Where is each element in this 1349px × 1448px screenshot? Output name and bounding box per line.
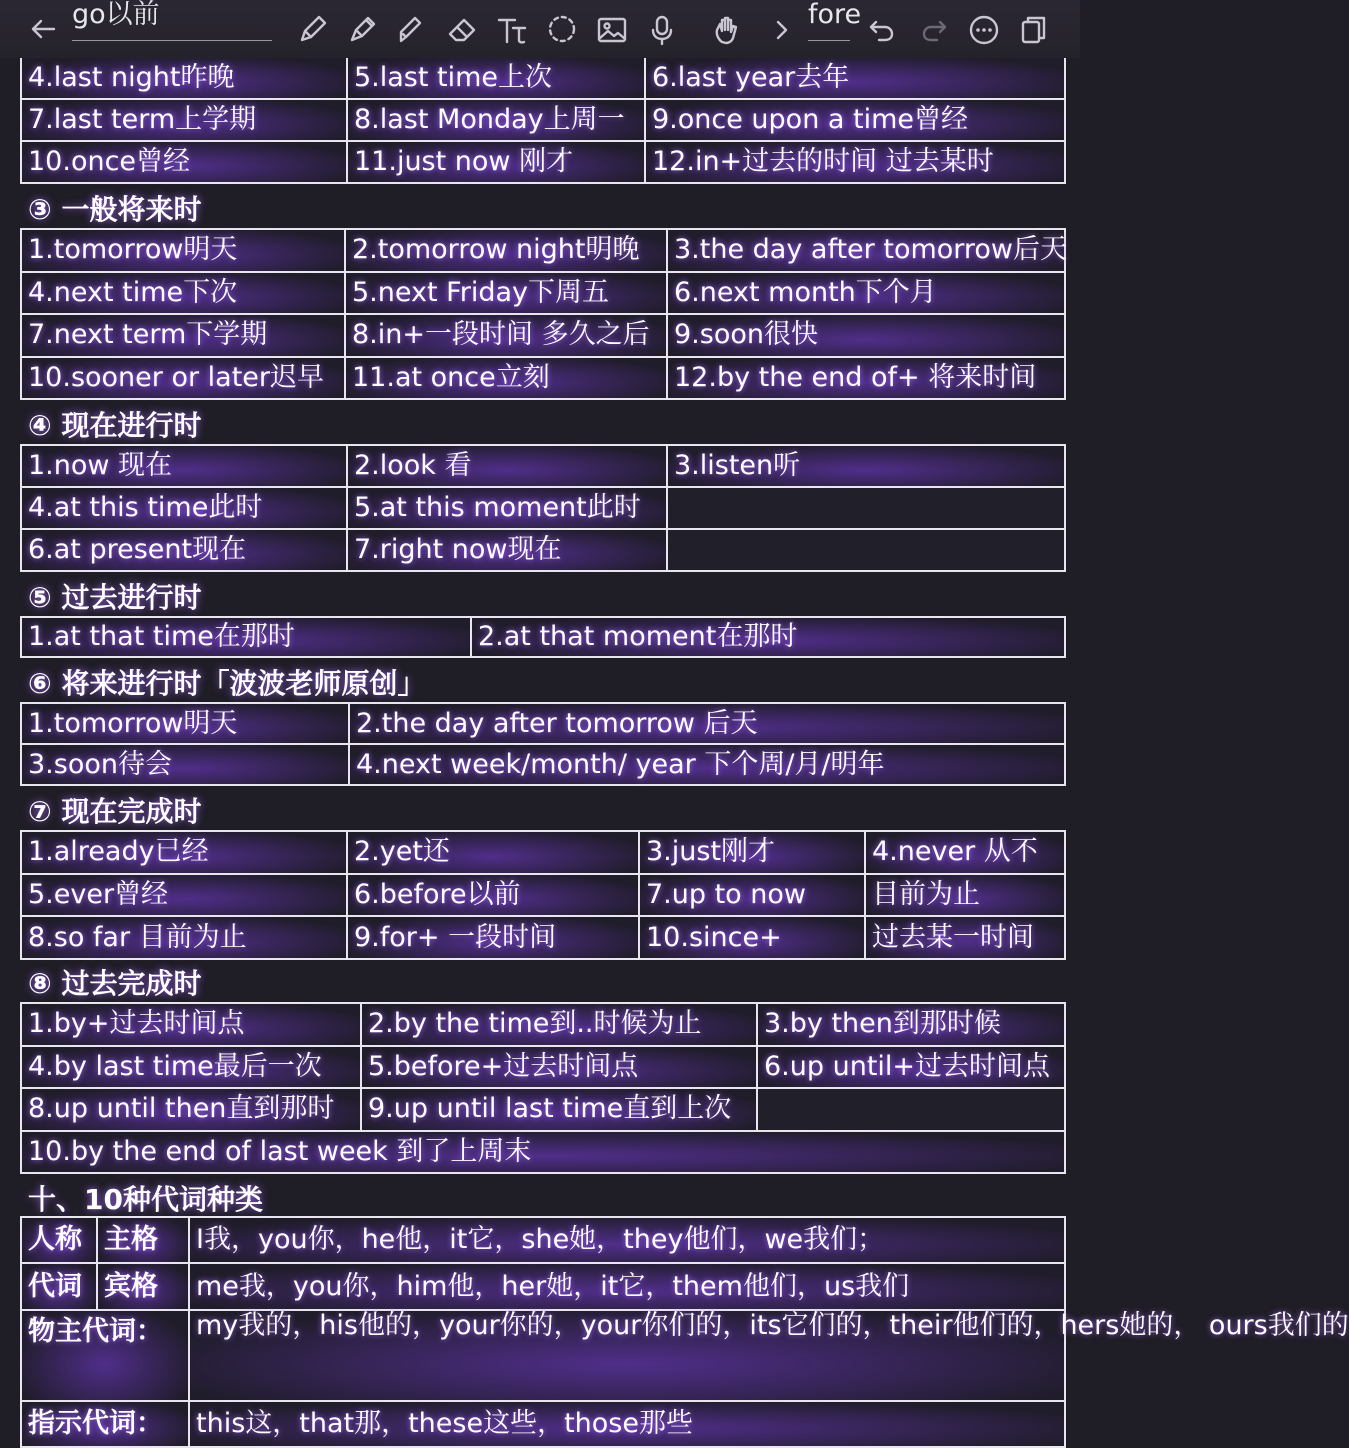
pen-icon[interactable]	[346, 14, 378, 46]
table-row	[21, 1401, 1065, 1447]
table-row	[21, 617, 1065, 657]
table-cell: 5.at this moment此时	[347, 487, 667, 529]
table-cell: 9.soon很快	[667, 314, 1065, 357]
table-cell-label: 人称	[21, 1217, 97, 1263]
table-cell: 8.up until then直到那时	[21, 1088, 361, 1131]
back-arrow-icon[interactable]	[26, 12, 60, 46]
table-row	[21, 1003, 1065, 1046]
table-cell: 4.last night昨晚	[21, 57, 347, 99]
pronouns-table	[20, 1216, 1349, 1448]
eraser-icon[interactable]	[446, 14, 478, 46]
table-cell: 8.in+一段时间 多久之后	[345, 314, 667, 357]
table-cell: 2.yet还	[347, 831, 639, 874]
table-row	[21, 141, 1065, 183]
table-cell: 11.just now 刚才	[347, 141, 645, 183]
table-row	[21, 1217, 1065, 1263]
table-row	[21, 703, 1065, 744]
future-continuous-table	[20, 702, 1066, 786]
table-cell: 10.once曾经	[21, 141, 347, 183]
highlighter-icon[interactable]	[396, 14, 428, 46]
table-row	[21, 744, 1065, 785]
table-cell: 4.by last time最后一次	[21, 1046, 361, 1089]
table-cell-empty	[667, 487, 1065, 529]
table-cell: 1.already已经	[21, 831, 347, 874]
table-cell: 4.never 从不	[865, 831, 1065, 874]
table-cell: this这，that那，these这些，those那些	[189, 1401, 1065, 1447]
table-row	[21, 445, 1065, 487]
table-cell: 7.up to now	[639, 874, 865, 917]
table-row	[21, 1131, 1065, 1174]
table-row	[21, 1046, 1065, 1089]
future-simple-table	[20, 228, 1066, 400]
table-cell: 过去某一时间	[865, 916, 1065, 959]
table-row	[21, 57, 1065, 99]
table-cell: 6.before以前	[347, 874, 639, 917]
table-row	[21, 1310, 1065, 1401]
table-cell: 9.up until last time直到上次	[361, 1088, 757, 1131]
table-cell: 4.at this time此时	[21, 487, 347, 529]
table-cell: 5.last time上次	[347, 57, 645, 99]
table-cell: I我，you你，he他，it它，she她，they他们，we我们；	[189, 1217, 1065, 1263]
lasso-icon[interactable]	[546, 14, 578, 46]
table-row	[21, 272, 1065, 315]
table-cell: 3.just刚才	[639, 831, 865, 874]
table-row	[21, 874, 1065, 917]
section-heading-present-perfect: ⑦ 现在完成时	[28, 795, 202, 828]
table-cell: 6.at present现在	[21, 529, 347, 571]
table-cell: 2.look 看	[347, 445, 667, 487]
past-continuous-table	[20, 616, 1066, 658]
table-row	[21, 314, 1065, 357]
table-row	[21, 916, 1065, 959]
table-cell: 6.up until+过去时间点	[757, 1046, 1065, 1089]
table-cell: 1.by+过去时间点	[21, 1003, 361, 1046]
table-cell: 7.last term上学期	[21, 99, 347, 141]
undo-icon[interactable]	[866, 14, 898, 46]
table-cell: 8.so far 目前为止	[21, 916, 347, 959]
table-cell: 4.next week/month/ year 下个周/月/明年	[349, 744, 1065, 785]
past-simple-table	[20, 56, 1066, 184]
note-title-field[interactable]: go以前	[72, 0, 272, 41]
table-row	[21, 487, 1065, 529]
table-row	[21, 831, 1065, 874]
section-heading-future-continuous: ⑥ 将来进行时「波波老师原创」	[28, 667, 426, 700]
toolbar	[0, 0, 1080, 58]
table-cell: 9.for+ 一段时间	[347, 916, 639, 959]
text-tool-icon[interactable]	[496, 14, 528, 46]
table-cell: 7.next term下学期	[21, 314, 345, 357]
table-cell: 7.right now现在	[347, 529, 667, 571]
more-icon[interactable]	[968, 14, 1000, 46]
table-cell: 6.next month下个月	[667, 272, 1065, 315]
table-cell: 6.last year去年	[645, 57, 1065, 99]
section-heading-future-simple: ③ 一般将来时	[28, 193, 202, 226]
table-cell-label: 主格	[97, 1217, 189, 1263]
table-cell-label: 宾格	[97, 1263, 189, 1309]
table-cell: 1.at that time在那时	[21, 617, 471, 657]
redo-icon[interactable]	[918, 14, 950, 46]
table-cell: 12.in+过去的时间 过去某时	[645, 141, 1065, 183]
table-row	[21, 229, 1065, 272]
table-cell: 10.since+	[639, 916, 865, 959]
section-heading-pronouns: 十、10种代词种类	[28, 1183, 263, 1216]
present-continuous-table	[20, 444, 1066, 572]
table-cell: 5.next Friday下周五	[345, 272, 667, 315]
hand-gesture-icon[interactable]	[712, 14, 744, 46]
table-cell: 10.by the end of last week 到了上周末	[21, 1131, 1065, 1174]
table-cell-label: 指示代词：	[21, 1401, 189, 1447]
table-cell: 5.ever曾经	[21, 874, 347, 917]
table-row	[21, 529, 1065, 571]
pencil-icon[interactable]	[296, 14, 328, 46]
table-cell: 11.at once立刻	[345, 357, 667, 400]
table-cell: 9.once upon a time曾经	[645, 99, 1065, 141]
section-heading-present-continuous: ④ 现在进行时	[28, 409, 202, 442]
past-perfect-table	[20, 1002, 1066, 1174]
table-cell-empty	[757, 1088, 1065, 1131]
table-cell: 2.by the time到..时候为止	[361, 1003, 757, 1046]
table-cell: 4.next time下次	[21, 272, 345, 315]
section-heading-past-perfect: ⑧ 过去完成时	[28, 967, 202, 1000]
present-perfect-table	[20, 830, 1066, 960]
table-cell: 3.the day after tomorrow后天	[667, 229, 1065, 272]
table-cell: 目前为止	[865, 874, 1065, 917]
table-cell: 5.before+过去时间点	[361, 1046, 757, 1089]
table-row	[21, 357, 1065, 400]
table-cell: 1.tomorrow明天	[21, 229, 345, 272]
table-cell: me我，you你，him他，her她，it它，them他们，us我们	[189, 1263, 1065, 1309]
table-cell: 1.tomorrow明天	[21, 703, 349, 744]
pages-icon[interactable]	[1018, 14, 1050, 46]
table-cell: 3.by then到那时候	[757, 1003, 1065, 1046]
table-cell: 2.tomorrow night明晚	[345, 229, 667, 272]
table-cell: 10.sooner or later迟早	[21, 357, 345, 400]
table-row	[21, 1088, 1065, 1131]
table-row	[21, 99, 1065, 141]
table-cell: 3.listen听	[667, 445, 1065, 487]
table-cell: 8.last Monday上周一	[347, 99, 645, 141]
section-heading-past-continuous: ⑤ 过去进行时	[28, 581, 202, 614]
note-title-field-right[interactable]: fore	[808, 0, 850, 41]
table-cell-label: 物主代词：	[21, 1310, 189, 1401]
table-cell: my我的，his他的，your你的，your你们的，its它们的，their他们的，hers她的， ours我们的	[189, 1310, 1065, 1401]
table-cell-label: 代词	[21, 1263, 97, 1309]
table-cell: 2.at that moment在那时	[471, 617, 1065, 657]
table-cell: 2.the day after tomorrow 后天	[349, 703, 1065, 744]
table-cell: 12.by the end of+ 将来时间	[667, 357, 1065, 400]
chevron-right-icon[interactable]	[766, 14, 798, 46]
table-cell: 1.now 现在	[21, 445, 347, 487]
table-row	[21, 1263, 1065, 1309]
table-cell: 3.soon待会	[21, 744, 349, 785]
table-cell-empty	[667, 529, 1065, 571]
image-icon[interactable]	[596, 14, 628, 46]
microphone-icon[interactable]	[646, 14, 678, 46]
